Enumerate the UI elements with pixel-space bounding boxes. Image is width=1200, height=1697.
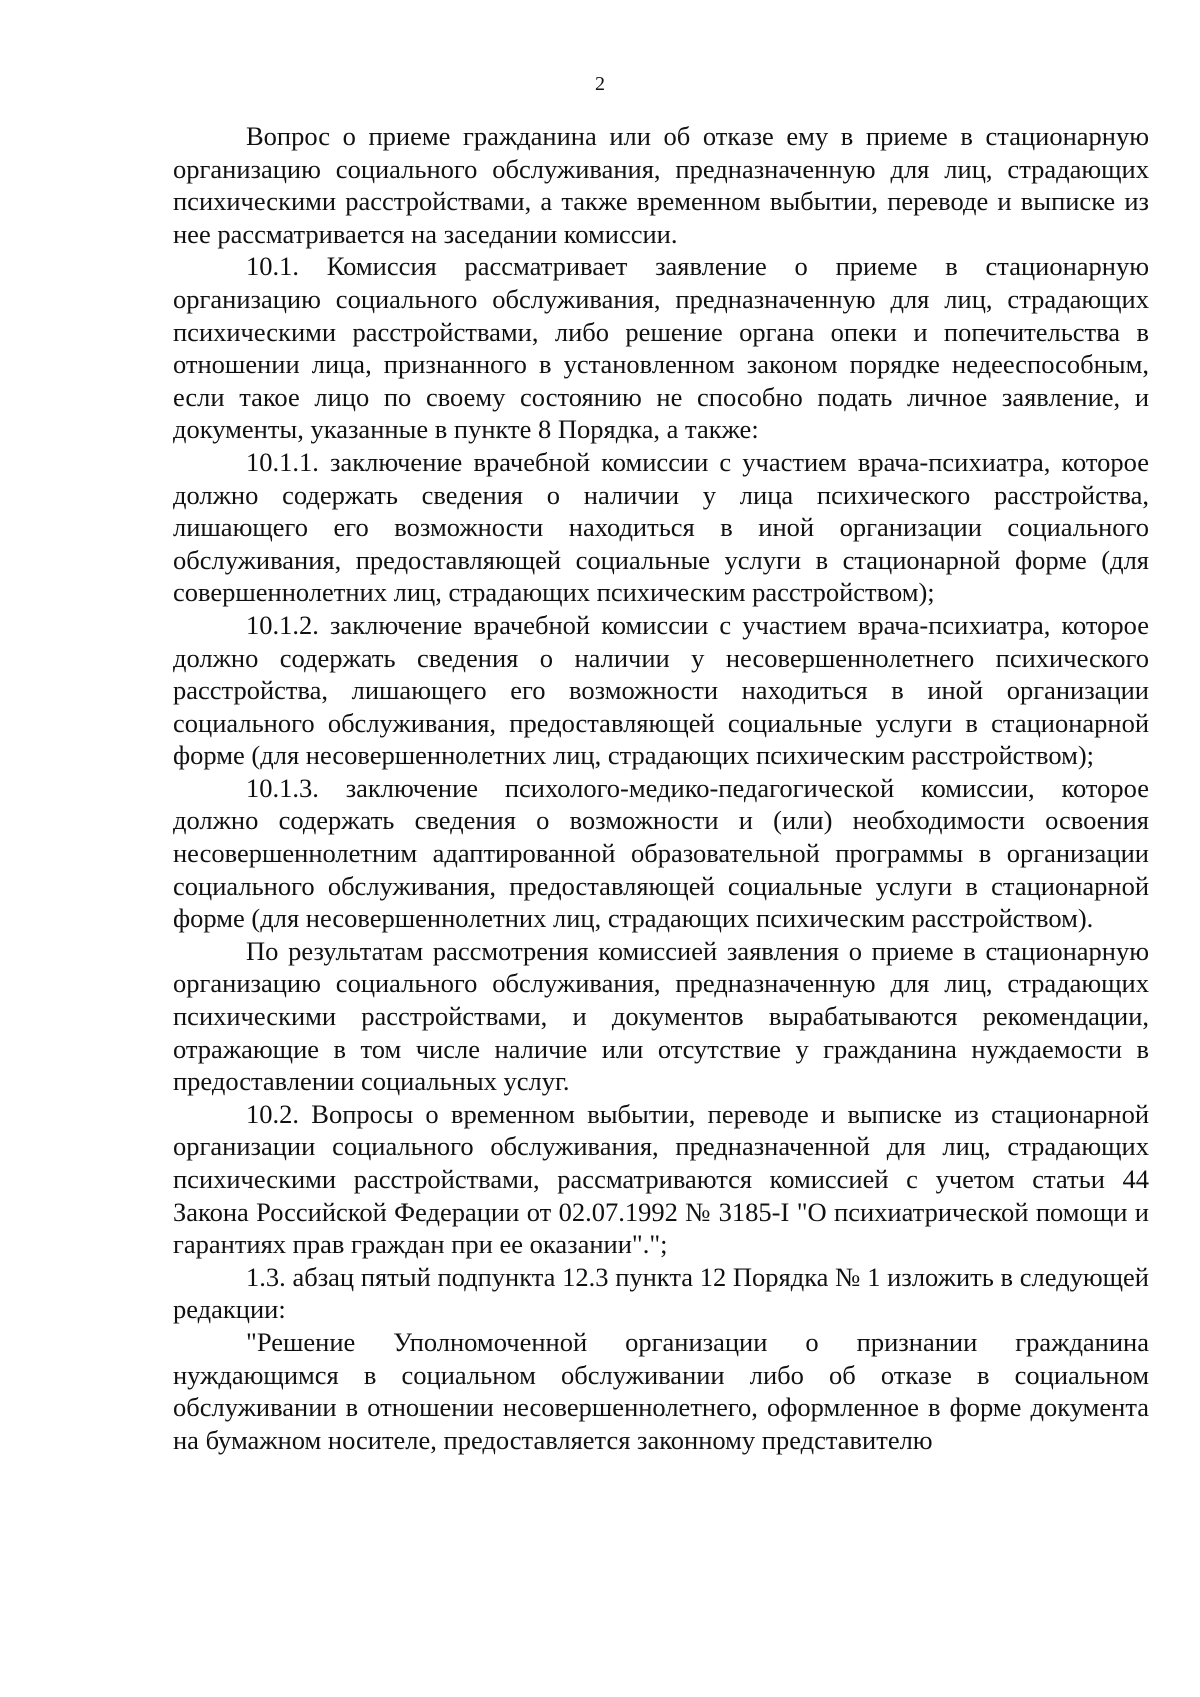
paragraph-10-2: 10.2. Вопросы о временном выбытии, переводе и выписке из стационарной организации социального обслуживания, предназначенной для лиц, страдающих психическими расстройствами, рассматриваются комиссией с учетом статьи 44 Закона Российской Федерации от 02.07.1992 № 3185-I "О психиатрической помощи и гарантиях прав граждан при ее оказании"."; [173,1098,1149,1260]
page-number: 2 [595,73,605,95]
paragraph-review-results: По результатам рассмотрения комиссией заявления о приеме в стационарную организацию социального обслуживания, предназначенную для лиц, страдающих психическими расстройствами, и документов вырабатываются рекомендации, отражающие в том числе наличие или отсутствие у гражданина нуждаемости в предоставлении социальных услуг. [173,935,1149,1097]
paragraph-10-1-3: 10.1.3. заключение психолого-медико-педагогической комиссии, которое должно содержать сведения о возможности и (или) необходимости освоения несовершеннолетним адаптированной образовательной программы в организации социального обслуживания, предоставляющей социальные услуги в стационарной форме (для несовершеннолетних лиц, страдающих психическим расстройством). [173,772,1149,934]
paragraph-10-1: 10.1. Комиссия рассматривает заявление о приеме в стационарную организацию социального обслуживания, предназначенную для лиц, страдающих психическими расстройствами, либо решение органа опеки и попечительства в отношении лица, признанного в установленном законом порядке недееспособным, если такое лицо по своему состоянию не способно подать личное заявление, и документы, указанные в пункте 8 Порядка, а также: [173,251,1149,445]
paragraph-10-1-1: 10.1.1. заключение врачебной комиссии с участием врача-психиатра, которое должно содержать сведения о наличии у лица психического расстройства, лишающего его возможности находиться в иной организации социального обслуживания, предоставляющей социальные услуги в стационарной форме (для совершеннолетних лиц, страдающих психическим расстройством); [173,446,1149,608]
paragraph-admission-question: Вопрос о приеме гражданина или об отказе ему в приеме в стационарную организацию социального обслуживания, предназначенную для лиц, страдающих психическими расстройствами, а также временном выбытии, переводе и выписке из нее рассматривается на заседании комиссии. [173,121,1149,249]
paragraph-decision: "Решение Уполномоченной организации о признании гражданина нуждающимся в социальном обслуживании либо об отказе в социальном обслуживании в отношении несовершеннолетнего, оформленное в форме документа на бумажном носителе, предоставляется законному представителю [173,1326,1149,1455]
paragraph-10-1-2: 10.1.2. заключение врачебной комиссии с участием врача-психиатра, которое должно содержать сведения о наличии у несовершеннолетнего психического расстройства, лишающего его возможности находиться в иной организации социального обслуживания, предоставляющей социальные услуги в стационарной форме (для несовершеннолетних лиц, страдающих психическим расстройством); [173,609,1149,771]
document-body [173,120,1149,1456]
paragraph-1-3: 1.3. абзац пятый подпункта 12.3 пункта 12 Порядка № 1 изложить в следующей редакции: [173,1261,1149,1325]
